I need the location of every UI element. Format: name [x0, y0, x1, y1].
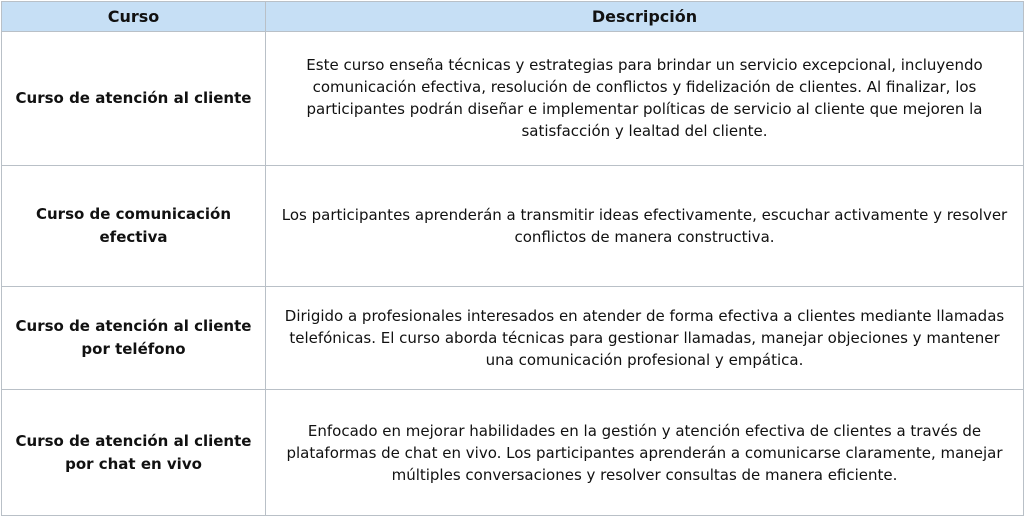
course-name: Curso de atención al cliente [2, 32, 266, 166]
header-row [2, 2, 1024, 32]
course-description: Los participantes aprenderán a transmitir ideas efectivamente, escuchar activamente y resolver conflictos de manera constructiva. [266, 165, 1024, 287]
table-row [2, 287, 1024, 390]
course-name: Curso de atención al cliente por chat en vivo [2, 390, 266, 516]
course-description: Este curso enseña técnicas y estrategias para brindar un servicio excepcional, incluyendo comunicación efectiva, resolución de conflictos y fidelización de clientes. Al finalizar, los participantes podrán diseñar e implementar políticas de servicio al cliente que mejoren la satisfacción y lealtad del cliente. [266, 32, 1024, 166]
table-row [2, 165, 1024, 287]
table-row [2, 32, 1024, 166]
table-row [2, 390, 1024, 516]
course-name: Curso de comunicación efectiva [2, 165, 266, 287]
course-name: Curso de atención al cliente por teléfono [2, 287, 266, 390]
header-description: Descripción [266, 2, 1024, 32]
courses-table [1, 1, 1024, 516]
header-course: Curso [2, 2, 266, 32]
course-description: Dirigido a profesionales interesados en atender de forma efectiva a clientes mediante llamadas telefónicas. El curso aborda técnicas para gestionar llamadas, manejar objeciones y mantener una comunicación profesional y empática. [266, 287, 1024, 390]
course-description: Enfocado en mejorar habilidades en la gestión y atención efectiva de clientes a través de plataformas de chat en vivo. Los participantes aprenderán a comunicarse claramente, manejar múltiples conversaciones y resolver consultas de manera eficiente. [266, 390, 1024, 516]
